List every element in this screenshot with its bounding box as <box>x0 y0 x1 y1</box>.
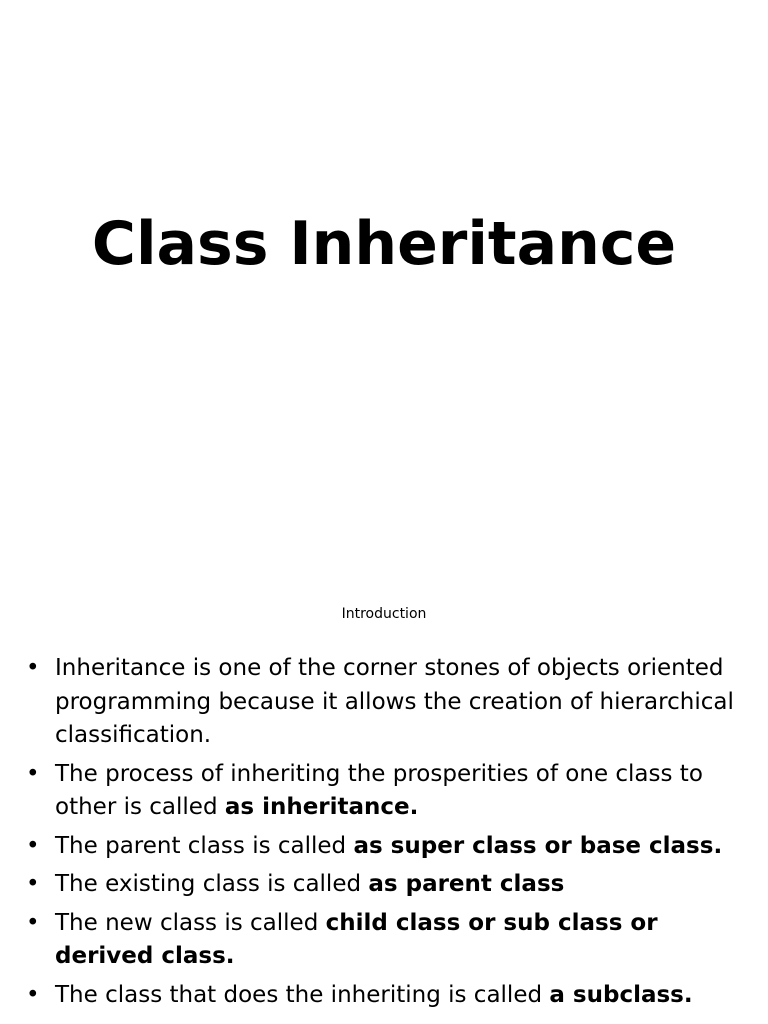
bullet-text: The process of inheriting the prosperities of one class to other is called <box>55 760 703 820</box>
bullet-bold-text: a subclass. <box>549 981 693 1008</box>
bullet-bold-text: as inheritance. <box>224 794 419 820</box>
bullet-text: The existing class is called <box>55 871 369 897</box>
slide-title: Class Inheritance <box>91 209 677 279</box>
bullet-dot-icon: • <box>26 760 40 787</box>
bullet-item <box>26 907 746 974</box>
slide-subtitle: Introduction <box>341 606 427 622</box>
bullet-text: The class that does the inheriting is called <box>55 981 550 1008</box>
bullet-bold-text: child class or sub class or derived class. <box>55 909 658 969</box>
bullet-dot-icon: • <box>26 909 40 936</box>
bullet-text: The parent class is called <box>55 832 354 859</box>
bullet-item <box>26 652 746 753</box>
bullet-bold-text: as super class or base class. <box>353 832 723 859</box>
bullet-dot-icon: • <box>26 832 40 859</box>
bullet-item <box>26 979 746 1013</box>
bullet-dot-icon: • <box>26 981 40 1008</box>
bullet-text: Inheritance is one of the corner stones of objects oriented programming because it allows the creation of hierarchical classification. <box>55 655 734 748</box>
bullet-dot-icon: • <box>26 871 40 897</box>
bullet-dot-icon: • <box>26 655 40 681</box>
bullet-bold-text: as parent class <box>368 871 565 897</box>
bullet-item <box>26 830 746 864</box>
bullet-item <box>26 758 746 825</box>
bullet-list <box>26 652 746 1017</box>
bullet-item <box>26 868 746 902</box>
bullet-text: The new class is called <box>55 909 326 936</box>
